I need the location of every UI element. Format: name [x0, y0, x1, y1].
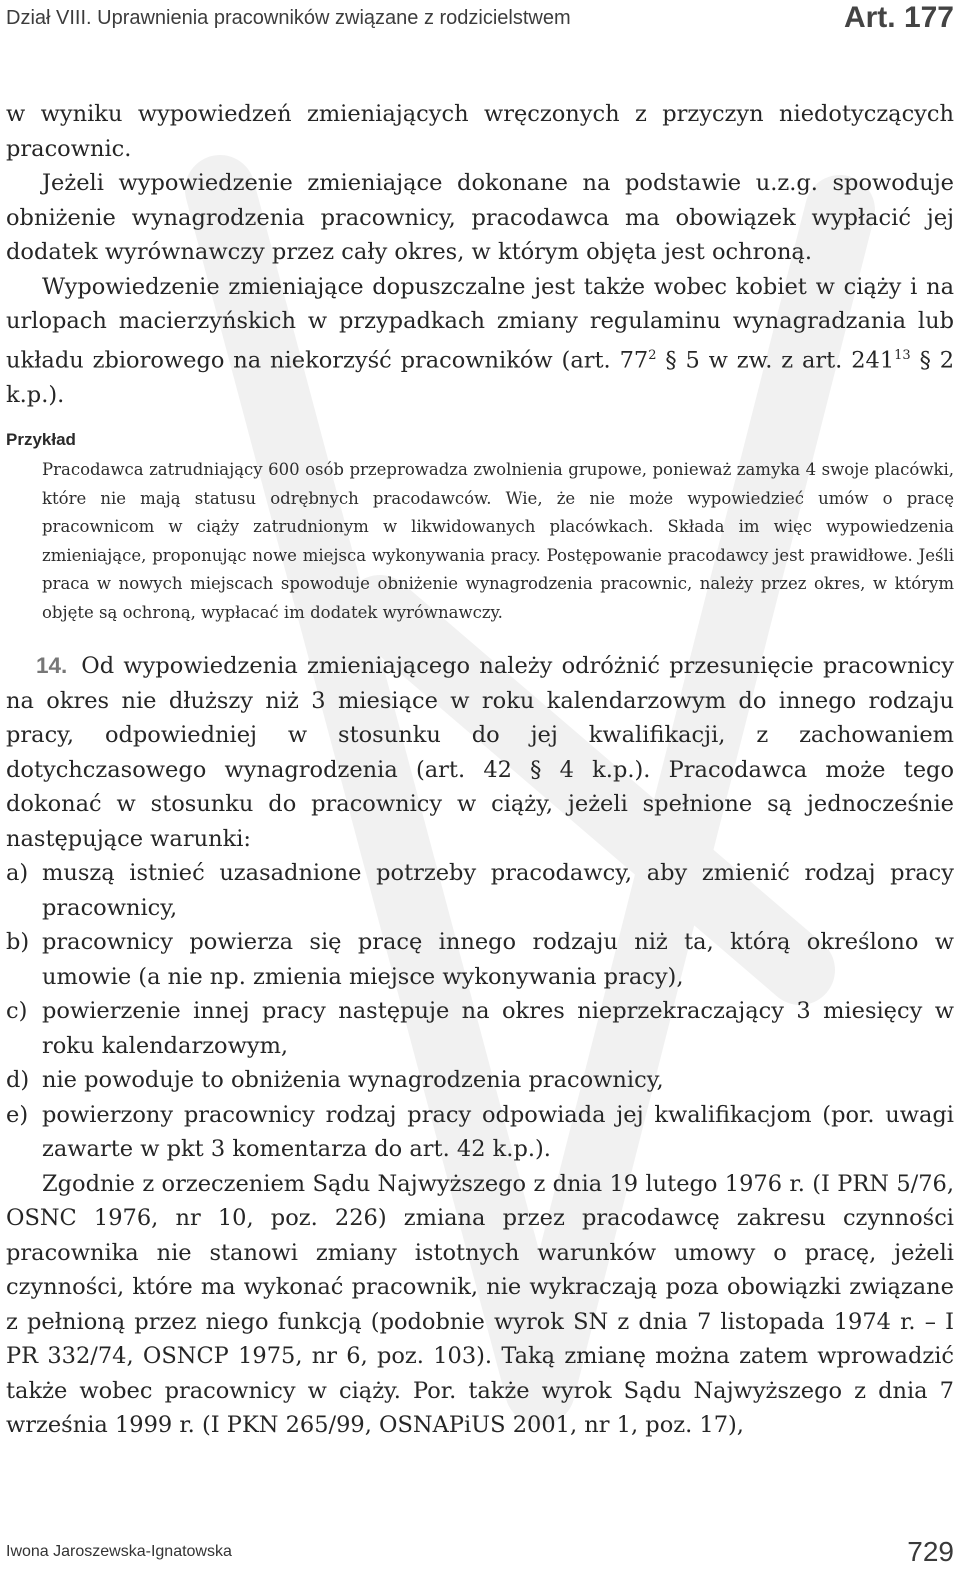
- list-marker: e): [6, 1101, 29, 1128]
- conditions-list: [6, 856, 954, 1167]
- article-number: Art. 177: [843, 1, 954, 34]
- paragraph-2: Jeżeli wypowiedzenie zmieniające dokonane na podstawie u.z.g. spowoduje obniżenie wynagrodzenia pracownicy, pracodawca ma obowiązek wypłacić jej dodatek wyrównawczy przez cały okres, w którym objęta jest ochroną.: [6, 170, 954, 265]
- paragraph-3-part-3: § 2 k.p.).: [6, 347, 955, 408]
- list-item: [6, 994, 954, 1063]
- paragraph-3: [6, 270, 954, 413]
- page-footer: [6, 1535, 954, 1569]
- page-content: [6, 97, 954, 1443]
- list-item-text: muszą istnieć uzasadnione potrzeby pracodawcy, aby zmienić rodzaj pracy pracownicy,: [42, 860, 954, 921]
- list-marker: d): [6, 1067, 30, 1093]
- page-number: 729: [907, 1536, 954, 1567]
- list-item: [6, 925, 954, 994]
- section-14-intro: [6, 649, 954, 856]
- page-header: [6, 0, 954, 36]
- superscript-2: 2: [648, 347, 657, 363]
- chapter-title: Dział VIII. Uprawnienia pracowników związane z rodzicielstwem: [6, 6, 571, 29]
- main-text: [6, 97, 954, 412]
- paragraph-3-part-1: Wypowiedzenie zmieniające dopuszczalne jest także wobec kobiet w ciąży i na urlopach macierzyńskich w przypadkach zmiany regulaminu wynagradzania lub układu zbiorowego na niekorzyść pracowników (art. 77: [6, 273, 954, 373]
- list-marker: b): [6, 929, 30, 955]
- section-14: [6, 649, 954, 1443]
- list-item: [6, 1063, 954, 1098]
- section-14-intro-text: Od wypowiedzenia zmieniającego należy odróżnić przesunięcie pracownicy na okres nie dłuższy niż 3 miesiące w roku kalendarzowym do innego rodzaju pracy, odpowiedniej w stosunku do jej kwalifikacji, z zachowaniem dotychczasowego wynagrodzenia (art. 42 § 4 k.p.). Pracodawca może tego dokonać w stosunku do pracownicy w ciąży, jeżeli spełnione są jednocześnie następujące warunki:: [6, 653, 954, 852]
- list-item-text: powierzenie innej pracy następuje na okres nieprzekraczający 3 miesięcy w roku kalendarzowym,: [42, 998, 954, 1059]
- list-item: [6, 1098, 954, 1167]
- list-item-text: powierzony pracownicy rodzaj pracy odpowiada jej kwalifikacjom (por. uwagi zawarte w pkt 3 komentarza do art. 42 k.p.).: [42, 1101, 954, 1162]
- superscript-13: 13: [894, 347, 911, 363]
- paragraph-1: w wyniku wypowiedzeń zmieniających wręczonych z przyczyn niedotyczących pracownic.: [6, 101, 954, 162]
- closing-paragraph: Zgodnie z orzeczeniem Sądu Najwyższego z dnia 19 lutego 1976 r. (I PRN 5/76, OSNC 1976, nr 10, poz. 226) zmiana przez pracodawcę zakresu czynności pracownika nie stanowi zmiany istotnych warunków umowy o pracę, jeżeli czynności, które ma wykonać pracownik, nie wykraczają poza obowiązki związane z pełnioną przez niego funkcją (podobnie wyrok SN z dnia 7 listopada 1974 r. – I PR 332/74, OSNCP 1975, nr 6, poz. 103). Taką zmianę można zatem wprowadzić także wobec pracownicy w ciąży. Por. także wyrok Sądu Najwyższego z dnia 7 września 1999 r. (I PKN 265/99, OSNAPiUS 2001, nr 1, poz. 17),: [6, 1170, 954, 1438]
- author-name: Iwona Jaroszewska-Ignatowska: [6, 1543, 232, 1560]
- paragraph-3-part-2: § 5 w zw. z art. 241: [656, 347, 895, 373]
- example-label: Przykład: [6, 430, 76, 449]
- list-marker: a): [6, 860, 29, 886]
- section-number: 14.: [36, 653, 68, 678]
- list-item-text: pracownicy powierza się pracę innego rodzaju niż ta, którą określono w umowie (a nie np. zmienia miejsce wykonywania pracy),: [42, 929, 954, 990]
- list-marker: c): [6, 998, 28, 1024]
- example-box: [6, 430, 954, 627]
- list-item: [6, 856, 954, 925]
- list-item-text: nie powoduje to obniżenia wynagrodzenia pracownicy,: [42, 1067, 664, 1093]
- example-text: Pracodawca zatrudniający 600 osób przeprowadza zwolnienia grupowe, ponieważ zamyka 4 swoje placówki, które nie mają statusu odrębnych pracodawców. Wie, że nie może wypowiedzieć umów o pracę pracownicom w ciąży zatrudnionym w likwidowanych placówkach. Składa im więc wypowiedzenia zmieniające, proponując nowe miejsca wykonywania pracy. Postępowanie pracodawcy jest prawidłowe. Jeśli praca w nowych miejscach spowoduje obniżenie wynagrodzenia pracownic, należy przez okres, w którym objęte są ochroną, wypłacać im dodatek wyrównawczy.: [42, 460, 954, 622]
